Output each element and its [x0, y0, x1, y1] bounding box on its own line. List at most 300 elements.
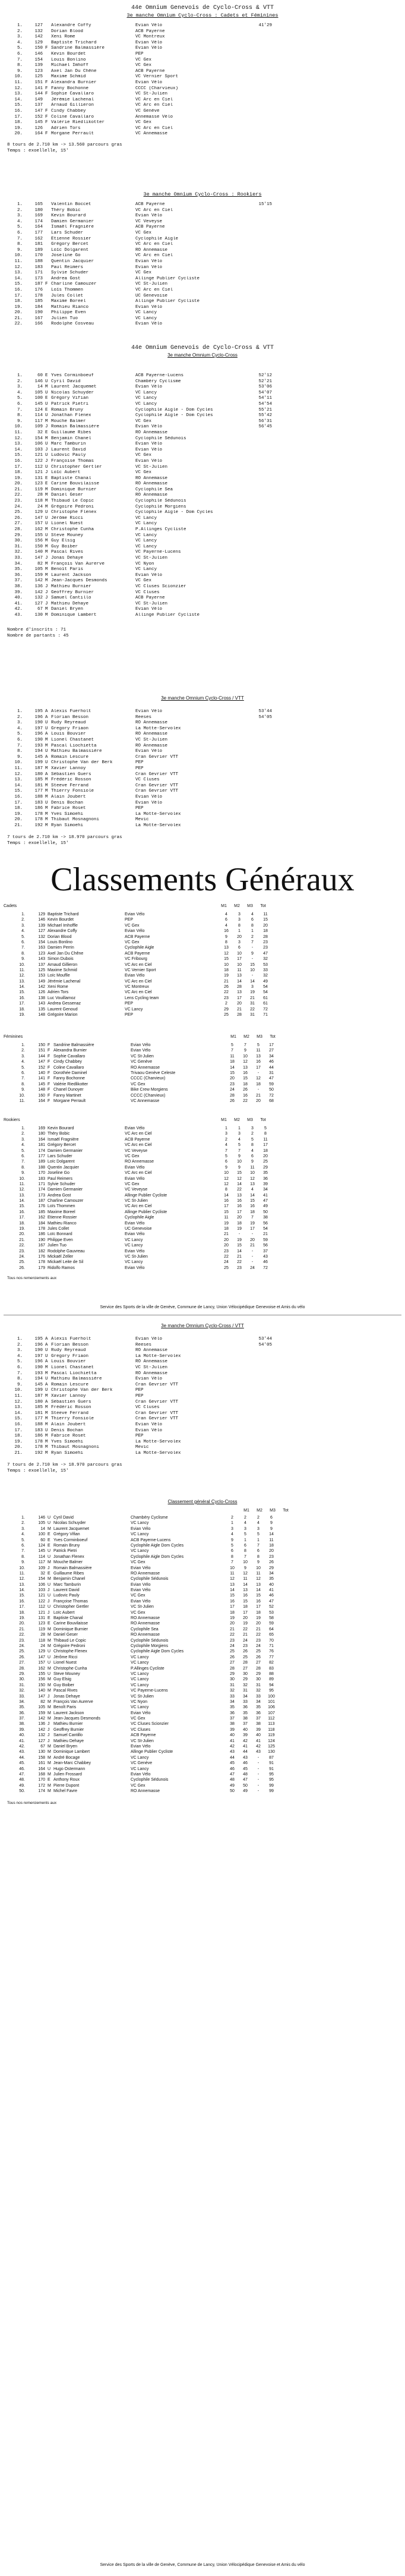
bib-number: 169: [34, 213, 43, 219]
bib-number: 176: [38, 1204, 45, 1209]
category: M: [48, 1638, 51, 1643]
points-m1: 4: [225, 912, 227, 917]
bib-number: 170: [38, 1778, 45, 1783]
bib-number: 127: [34, 23, 43, 28]
rank: 17.: [19, 1002, 25, 1006]
rank: 8.: [17, 1377, 23, 1382]
rank: 9.: [17, 1382, 23, 1387]
points-m3: 2: [257, 1516, 260, 1520]
category: [45, 63, 51, 69]
time: [236, 812, 272, 818]
bib-number: 183: [34, 264, 43, 270]
points-m3: -: [257, 1783, 260, 1788]
time: 56'45: [258, 424, 272, 430]
bib-number: 190: [34, 1348, 43, 1353]
time: [236, 1388, 272, 1394]
rider-name: Françoise Thomas: [53, 1599, 88, 1604]
rank: 5.: [21, 934, 25, 939]
points-total: 71: [269, 1643, 274, 1648]
bib-number: 183: [38, 1176, 45, 1181]
points-m1: 18: [224, 1227, 229, 1232]
club: VC Lancy: [135, 567, 157, 572]
result-row: [12, 80, 405, 86]
points-m2: 17: [237, 996, 242, 1000]
time: [236, 1394, 272, 1400]
points-m2: 34: [243, 1694, 248, 1699]
club: Evian Vélo: [135, 80, 163, 85]
rider-name: Quentin Jacquier: [51, 259, 94, 264]
result-row: [12, 69, 405, 75]
result-row: [12, 732, 405, 738]
bib-number: 124: [38, 1543, 45, 1548]
points-total: 49: [263, 979, 268, 984]
result-row: [12, 120, 405, 126]
club: Evian Vélo: [125, 1126, 145, 1130]
time: [236, 1434, 272, 1440]
rider-name: Marc Tamburin: [53, 1582, 81, 1587]
club: Evian Vélo: [131, 1711, 151, 1715]
result-row: [12, 253, 405, 259]
points-m3: 30: [256, 1677, 261, 1682]
bib-number: 196: [34, 1359, 43, 1365]
points-m3: 4: [251, 1188, 254, 1192]
rider-name: Dominique Lambert: [51, 612, 97, 618]
rider-name: Steeve Ferrand: [51, 1410, 89, 1416]
points-total: 34: [263, 1188, 268, 1192]
tot-header: Tot: [283, 1509, 289, 1513]
result-row: [12, 602, 405, 607]
category: [45, 259, 51, 265]
tot-header: Tot: [260, 1118, 266, 1122]
rank: 13.: [14, 92, 23, 97]
rank: 12.: [14, 264, 23, 270]
result-row: [12, 1434, 405, 1440]
points-m1: 6: [225, 1160, 227, 1164]
rider-name: Sophie Cavallaro: [51, 92, 94, 97]
result-row: [12, 1422, 405, 1428]
category: E: [45, 430, 48, 435]
points-m2: 6: [238, 946, 241, 950]
standing-row: [12, 990, 405, 995]
bib-number: 141: [38, 1076, 45, 1081]
points-m2: 5: [244, 1532, 246, 1537]
club: Evian Vélo: [135, 1428, 163, 1433]
points-total: 112: [268, 1717, 275, 1721]
points-m3: -: [257, 1772, 260, 1777]
rider-name: Daniel Bryen: [53, 1744, 78, 1749]
rider-name: Grégoire Marion: [48, 1013, 78, 1018]
rider-name: Xavier Lannoy: [51, 766, 86, 771]
points-total: 101: [268, 1699, 275, 1704]
points-m2: 20: [237, 934, 242, 939]
rank: 6.: [17, 51, 23, 56]
points-m2: 37: [243, 1722, 248, 1727]
points-total: 72: [269, 1093, 274, 1098]
club: UC Genevoise: [135, 293, 168, 298]
standing-row: [12, 1677, 405, 1682]
bib-number: 165: [34, 202, 43, 207]
rank: 8.: [21, 1554, 25, 1559]
club: Evian Vélo: [131, 1772, 151, 1777]
bib-number: 24: [37, 504, 43, 509]
rank: 14.: [14, 447, 23, 452]
points-m1: 24: [224, 1260, 229, 1265]
rank: 25.: [19, 1260, 25, 1265]
time: 55'42: [258, 413, 272, 418]
result-row: [12, 533, 405, 539]
rank: 16.: [14, 458, 23, 464]
bib-number: 125: [38, 968, 45, 972]
club: Evian Vélo: [135, 46, 163, 51]
points-m3: -: [251, 974, 254, 978]
club: VC Lancy: [131, 1671, 149, 1676]
rank: 5.: [17, 46, 23, 51]
points-m2: 11: [243, 1577, 248, 1582]
club: VC Gex: [131, 1783, 145, 1788]
points-m1: 20: [224, 1243, 229, 1248]
points-m3: 37: [256, 1717, 261, 1721]
rank: 14.: [14, 276, 23, 281]
points-m1: 36: [230, 1711, 235, 1715]
club: Cyclophile Aigle Dom Cycles: [131, 1554, 184, 1559]
bib-number: 150: [34, 544, 43, 549]
standing-row: [12, 956, 405, 962]
points-total: 41: [269, 1588, 274, 1593]
result-row: [12, 1440, 405, 1446]
points-m1: 7: [231, 1048, 233, 1053]
club: Annemasse Vélo: [135, 114, 173, 119]
category: M: [48, 1666, 51, 1671]
general-rookiers-section: [0, 1117, 405, 1281]
bib-number: 183: [34, 1428, 43, 1433]
bib-number: 152: [38, 1065, 45, 1070]
bib-number: 188: [34, 794, 43, 799]
result-row: [12, 823, 405, 829]
time: [236, 40, 272, 46]
bib-number: 142: [38, 1727, 45, 1732]
points-m3: 8: [257, 1554, 260, 1559]
rank: 7.: [21, 1549, 25, 1554]
time: [236, 1445, 272, 1451]
time: [236, 481, 272, 487]
points-m2: 30: [243, 1671, 248, 1676]
rank: 10.: [19, 1093, 25, 1098]
points-total: 15: [263, 918, 268, 922]
rank: 18.: [19, 1610, 25, 1615]
points-m1: 6: [225, 918, 227, 922]
points-total: 95: [269, 1778, 274, 1783]
rank: 7.: [21, 946, 25, 950]
points-total: 47: [263, 951, 268, 956]
result-row: [12, 567, 405, 573]
rider-name: Fanny Bochonne: [51, 86, 89, 91]
points-total: 23: [263, 946, 268, 950]
rider-name: Laurent Jacquemet: [53, 1526, 89, 1531]
points-m2: 15: [237, 1171, 242, 1176]
points-total: 99: [269, 1789, 274, 1794]
points-m3: 15: [250, 962, 255, 967]
rank: 1.: [17, 23, 23, 28]
club: VC Veveyse: [125, 1148, 148, 1153]
time: [236, 567, 272, 573]
rank: 35.: [19, 1705, 25, 1710]
club: UC Genevoise: [125, 1227, 152, 1232]
category: M: [48, 1643, 51, 1648]
points-m2: 19: [237, 1237, 242, 1242]
category: M: [45, 766, 48, 771]
result-row: [12, 225, 405, 231]
time: [236, 1383, 272, 1388]
time: [236, 448, 272, 454]
rider-name: Ryan Simoehi: [51, 823, 84, 828]
result-row: [12, 29, 405, 35]
rider-name: Romain Lescure: [51, 754, 89, 760]
m3-header: M3: [247, 1118, 253, 1122]
rider-name: Denis Bochan: [51, 1428, 84, 1433]
club: Allinge Publier Cycliste: [135, 276, 200, 281]
club: VC Arc en Ciel: [135, 103, 173, 108]
points-m2: 20: [237, 1215, 242, 1220]
result-row: [12, 801, 405, 807]
bib-number: 173: [38, 1193, 45, 1198]
rank: 43.: [19, 1750, 25, 1755]
points-m1: 12: [224, 951, 229, 956]
points-m1: 13: [224, 946, 229, 950]
time: 56'31: [258, 418, 272, 424]
bib-number: 178: [38, 1260, 45, 1265]
points-m1: 18: [230, 1610, 235, 1615]
time: [236, 1416, 272, 1422]
club: Cran Gevrier VTT: [135, 789, 179, 794]
points-m3: -: [251, 1232, 254, 1237]
bib-number: 181: [34, 242, 43, 247]
rank: 1.: [17, 373, 23, 378]
rank: 9.: [17, 247, 23, 253]
result-row: [12, 487, 405, 493]
rank: 13.: [14, 777, 23, 783]
result-row: [12, 521, 405, 527]
points-m3: 1: [257, 1538, 260, 1542]
points-total: 47: [269, 1599, 274, 1604]
result-row: [12, 430, 405, 436]
points-total: 88: [269, 1671, 274, 1676]
club: VC St-Julien: [135, 1365, 168, 1370]
points-total: 18: [263, 929, 268, 934]
rider-name: Philippe Even: [51, 310, 86, 316]
result-row: [12, 1405, 405, 1411]
standing-row: [12, 1632, 405, 1637]
club: CCCC (Charvieux): [131, 1076, 166, 1081]
points-m1: 13: [230, 1582, 235, 1587]
rank: 10.: [19, 1566, 25, 1570]
rider-name: Rodolphe Cosveau: [51, 322, 94, 327]
rider-name: Thibaut Mosnagnoni: [51, 1445, 100, 1450]
bib-number: 142: [34, 590, 43, 595]
result-row: [12, 316, 405, 322]
club: Cyclophile Morgiens: [135, 504, 186, 509]
rider-name: Lars Schuder: [48, 1154, 72, 1158]
bib-number: 124: [34, 407, 43, 412]
points-m3: 16: [256, 1599, 261, 1604]
bib-number: 82: [40, 1699, 45, 1704]
rider-name: Kevin Bourdet: [51, 51, 86, 56]
club: VC Lancy: [131, 1766, 149, 1771]
club: RO Annemasse: [135, 1371, 168, 1376]
club: La Motte-Servolex: [135, 823, 181, 828]
result-row: [12, 270, 405, 276]
classements-title: Classements Généraux: [50, 861, 355, 898]
club: Cyclophile Aigle - Dom Cycles: [135, 510, 213, 515]
category: J: [45, 601, 48, 606]
rank: 49.: [19, 1783, 25, 1788]
bib-number: 114: [38, 1554, 45, 1559]
points-total: 46: [263, 1260, 268, 1265]
bib-number: 150: [38, 1043, 45, 1047]
category: E: [48, 1571, 50, 1576]
bib-number: 174: [38, 1188, 45, 1192]
time: [236, 63, 272, 69]
category: M: [45, 487, 48, 492]
rider-name: Baptiste Trichard: [48, 912, 79, 917]
category: J: [48, 1588, 50, 1593]
category: J: [45, 596, 48, 601]
rank: 15.: [19, 1204, 25, 1209]
points-total: 82: [269, 1661, 274, 1665]
club: Cyclophile Aigle Dom Cycles: [131, 1543, 184, 1548]
bib-number: 185: [34, 1405, 43, 1410]
club: VC Lancy: [131, 1683, 149, 1687]
standing-row: [12, 1154, 405, 1159]
category: M: [48, 1789, 51, 1794]
rider-name: Andrea Gessenaz: [48, 1002, 81, 1006]
points-m3: 17: [256, 1065, 261, 1070]
rider-name: Thibaut Mosnagnoni: [51, 817, 100, 823]
standing-row: [12, 1070, 405, 1076]
club: Evian Vélo: [135, 264, 163, 270]
club: RO Annemasse: [135, 247, 168, 253]
club: VC Cluses: [131, 1727, 151, 1732]
result-row: [12, 52, 405, 58]
time: [236, 720, 272, 726]
bib-number: 147: [38, 1694, 45, 1699]
points-m2: 9: [238, 1154, 241, 1158]
standing-row: [12, 1076, 405, 1081]
rider-name: Charline Camouzer: [51, 282, 97, 287]
bib-number: 141: [34, 86, 43, 91]
time: [236, 556, 272, 562]
bib-number: 189: [38, 1160, 45, 1164]
bib-number: 187: [38, 1199, 45, 1204]
points-total: 14: [269, 1532, 274, 1537]
result-row: [12, 58, 405, 64]
rank: 30.: [19, 1677, 25, 1682]
bib-number: 188: [34, 259, 43, 264]
points-m1: 28: [230, 1093, 235, 1098]
result-row: [12, 550, 405, 556]
points-m3: 1: [251, 929, 254, 934]
points-m2: 22: [243, 1627, 248, 1632]
rank: 9.: [17, 418, 23, 424]
standing-row: [12, 1599, 405, 1604]
cyclocross-note-starters: Nombre de partants : 45: [7, 633, 69, 638]
bib-number: 180: [38, 1132, 45, 1136]
bib-number: 167: [34, 316, 43, 321]
result-row: [12, 755, 405, 761]
category: A: [45, 1337, 48, 1341]
category: [45, 23, 51, 29]
rider-name: Benoît Paris: [53, 1705, 77, 1710]
rank: 37.: [14, 578, 23, 584]
rookiers-section: [0, 190, 405, 327]
bib-number: 60: [37, 373, 43, 378]
rider-name: Xavier Lannoy: [51, 1393, 86, 1399]
category: F: [45, 46, 48, 51]
points-m3: 34: [256, 1699, 261, 1704]
cadets-note-laps: 8 tours de 2.710 km -> 13.560 parcours gras: [7, 142, 122, 147]
result-row: [12, 789, 405, 795]
rank: 1.: [17, 709, 23, 714]
rank: 5.: [17, 1359, 23, 1365]
rider-name: Andrea Gost: [51, 276, 81, 281]
rider-name: Dorian Blood: [48, 934, 72, 939]
rider-name: Maxime Schmid: [51, 74, 86, 80]
rank: 8.: [17, 63, 23, 68]
points-m1: 50: [230, 1789, 235, 1794]
rank: 19.: [19, 1013, 25, 1018]
result-row: [12, 726, 405, 732]
rank: 2.: [21, 1132, 25, 1136]
rider-name: Alexandre Coffy: [51, 23, 91, 28]
standing-row: [12, 1148, 405, 1154]
points-total: 38: [263, 1215, 268, 1220]
category: M: [48, 1744, 51, 1749]
points-m3: -: [257, 1789, 260, 1794]
points-m2: 18: [243, 1605, 248, 1610]
rider-name: Kevin Bourard: [48, 1126, 74, 1130]
points-m3: 21: [250, 996, 255, 1000]
rank: 11.: [14, 80, 23, 85]
rank: 19.: [19, 1227, 25, 1232]
rank: 7.: [17, 407, 23, 412]
rider-name: Baptiste Chanal: [53, 1616, 83, 1621]
result-row: [12, 544, 405, 550]
bib-number: 140: [38, 1070, 45, 1075]
club: VC Gex: [125, 1182, 140, 1186]
standing-row: [12, 945, 405, 950]
rank: 11.: [14, 430, 23, 435]
points-total: 29: [269, 1566, 274, 1570]
rider-name: Steeve Ferrand: [51, 783, 89, 788]
result-row: [12, 505, 405, 511]
points-m2: 10: [243, 1054, 248, 1059]
rider-name: François Van Aurerve: [51, 561, 105, 566]
rank: 21.: [19, 1237, 25, 1242]
club: ACB Payerne: [125, 951, 150, 956]
category: U: [45, 401, 48, 407]
rider-name: Steve Mouney: [53, 1671, 80, 1676]
rider-name: Jules Collet: [48, 1227, 69, 1232]
points-m3: 31: [250, 1002, 255, 1006]
points-m1: 21: [224, 979, 229, 984]
rider-name: Louis Bonlino: [51, 57, 86, 62]
club: RO Annemasse: [135, 732, 168, 737]
standing-row: [12, 1643, 405, 1649]
rider-name: Benjamin Chanel: [53, 1577, 86, 1582]
category: J: [45, 458, 48, 464]
category: U: [45, 442, 48, 447]
points-m2: 26: [243, 1649, 248, 1654]
rider-name: Xeni Rome: [51, 34, 75, 40]
